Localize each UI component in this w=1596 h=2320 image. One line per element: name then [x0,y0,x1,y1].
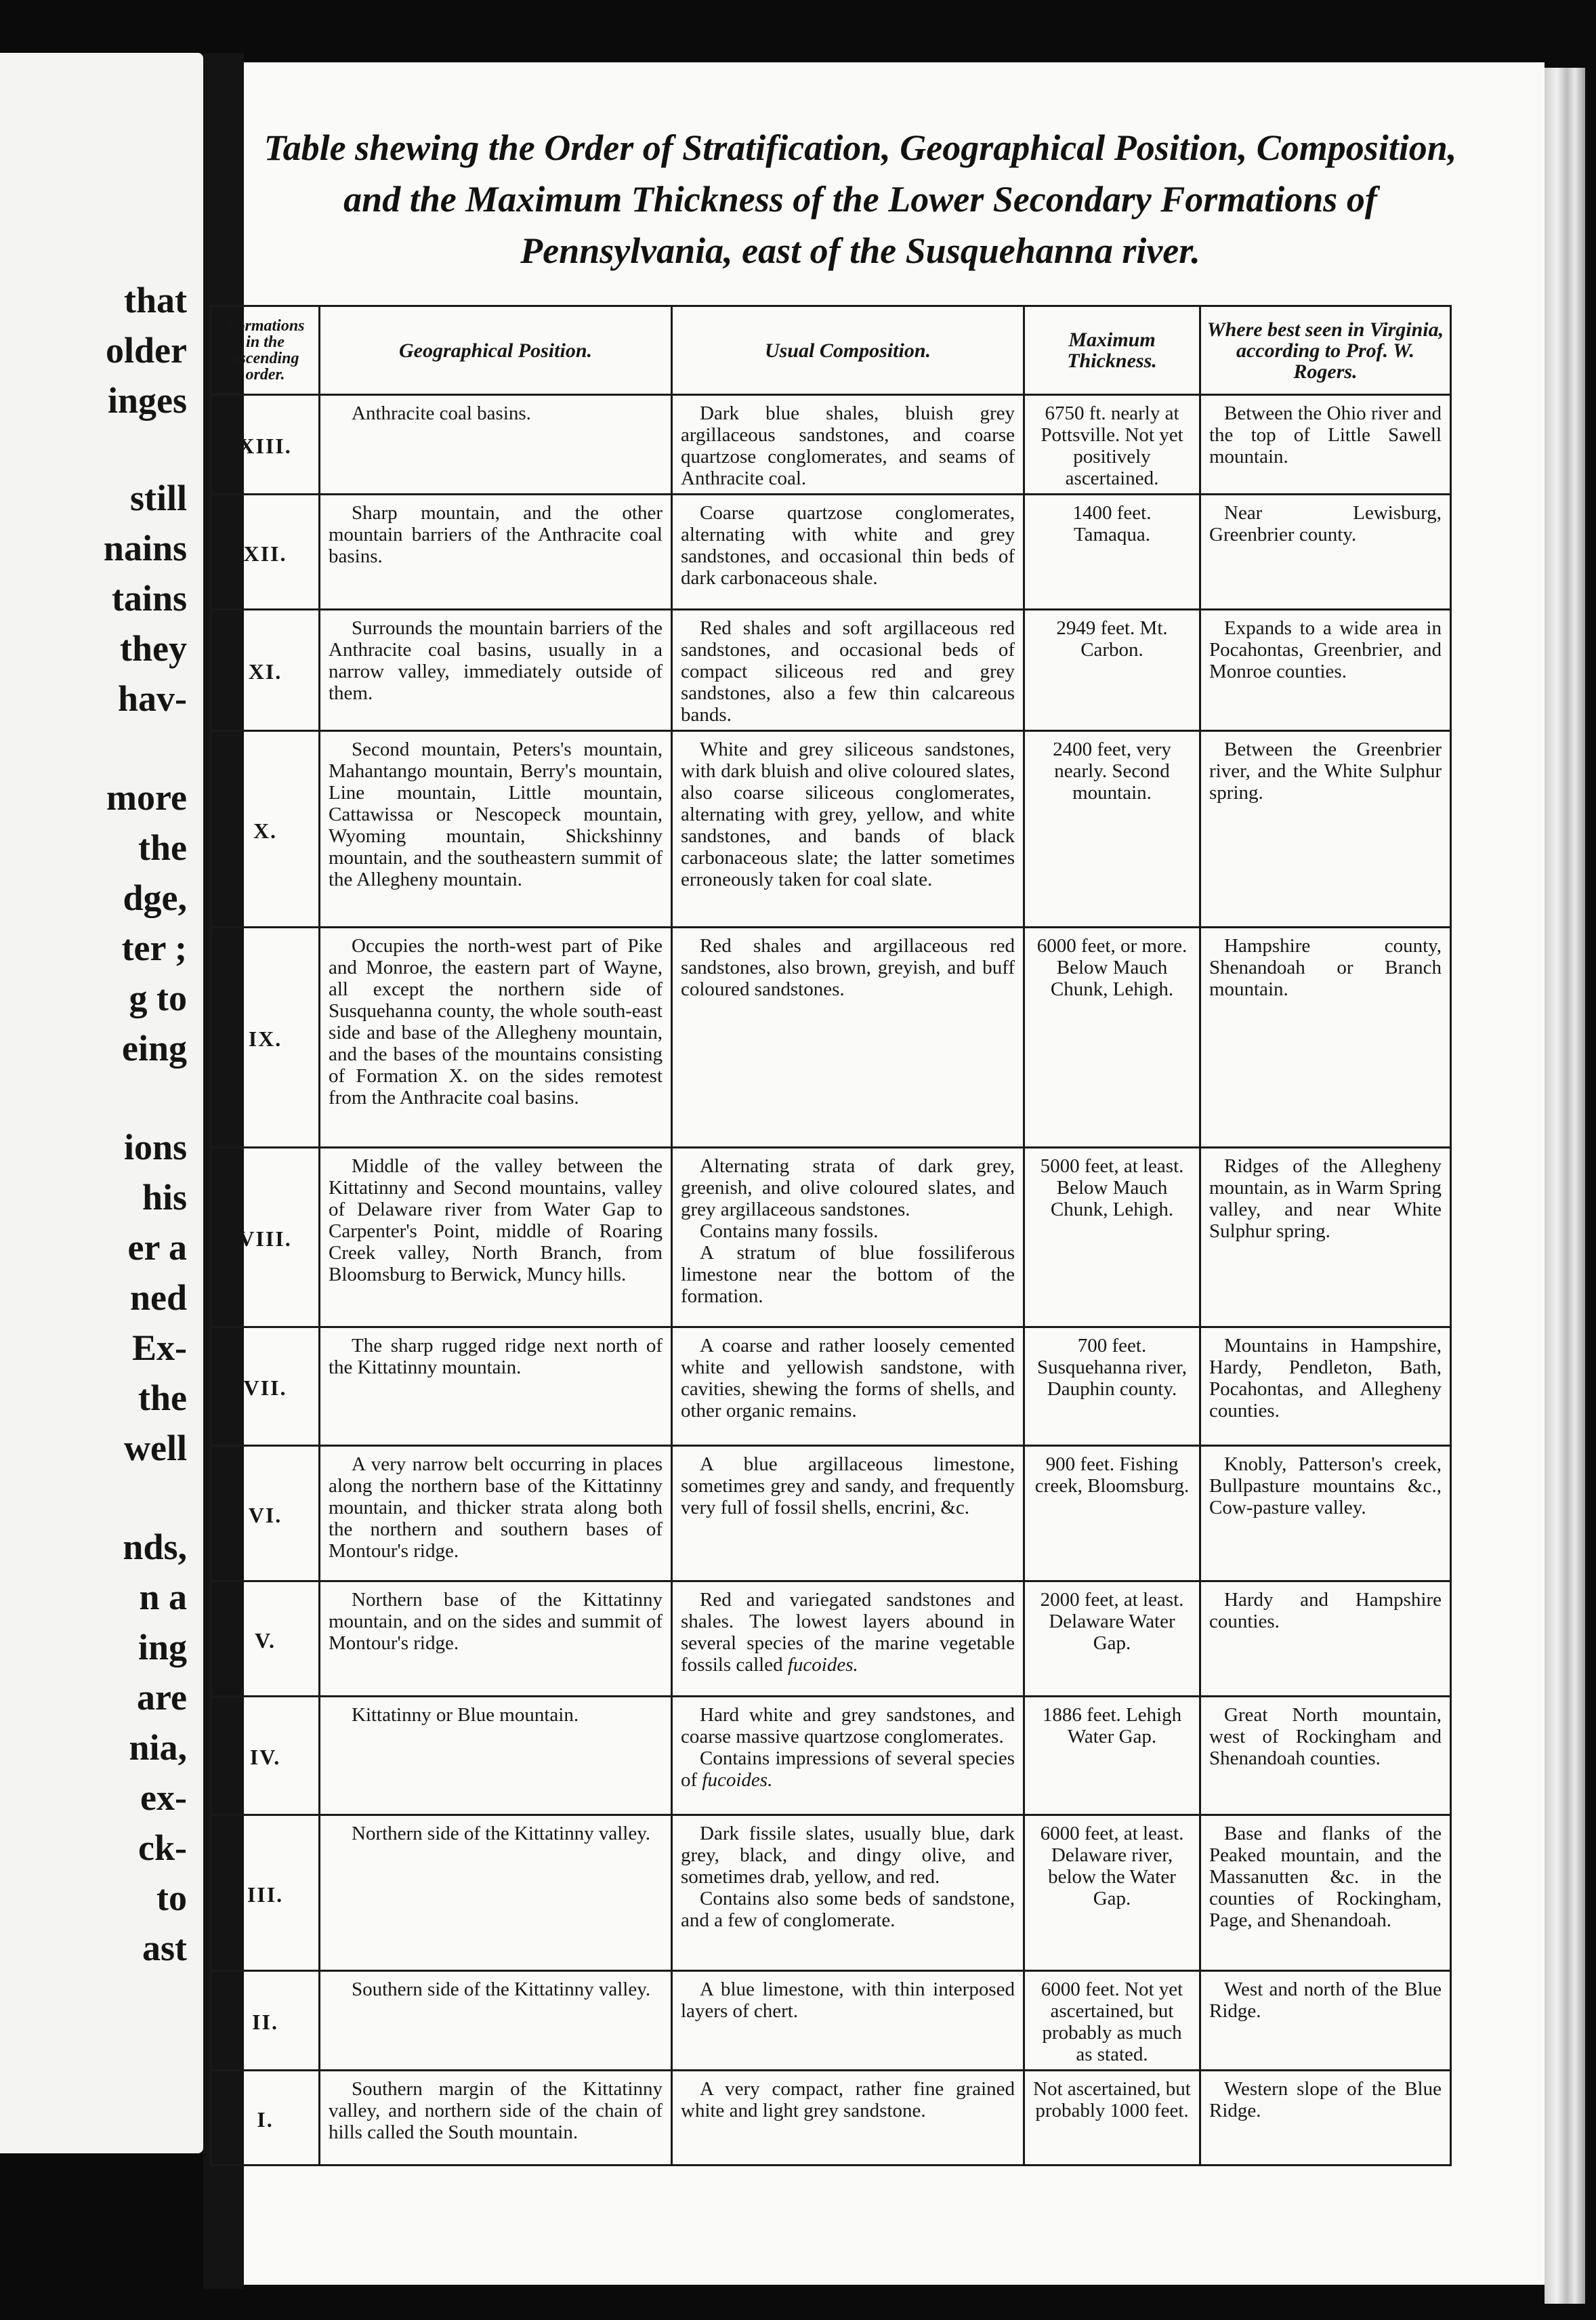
seen-cell: Between the Greenbrier river, and the White Sulphur spring. [1200,731,1451,928]
formation-number: XII. [211,495,320,610]
composition-cell [672,1148,1024,1327]
table-header-row [211,306,1451,395]
position-cell: Kittatinny or Blue mountain. [320,1697,672,1815]
position-cell: Second mountain, Peters's mountain, Mahantango mountain, Berry's mountain, Line mountain, Little mountain, Cattawissa or Nescopeck mountain, Wyoming mountain, Shickshinny mountain, and the southeastern summit of the Allegheny mountain. [320,731,672,928]
formation-number: XI. [211,610,320,731]
composition-cell: Red shales and soft argillaceous red sandstones, and occasional beds of compact siliceous red and grey sandstones, also a few thin calcareous bands. [672,610,1024,731]
left-text-fragment: the [138,1378,187,1418]
left-text-fragment: ing [138,1627,187,1668]
seen-cell: Western slope of the Blue Ridge. [1200,2071,1451,2166]
position-cell: Surrounds the mountain barriers of the Anthracite coal basins, usually in a narrow valley, immediately outside of them. [320,610,672,731]
thickness-cell: 700 feet. Susquehanna river, Dauphin county. [1024,1327,1200,1446]
left-text-fragment: er a [127,1227,187,1268]
formation-number: XIII. [211,395,320,495]
position-cell: Northern base of the Kittatinny mountain, and on the sides and summit of Montour's ridge. [320,1581,672,1697]
header-position: Geographical Position. [320,306,672,395]
left-text-fragment: his [142,1177,187,1218]
header-composition: Usual Composition. [672,306,1024,395]
page-title [251,122,1470,276]
table-row [211,1815,1451,1971]
left-text-fragment: ions [123,1127,187,1167]
composition-italic: fucoides. [702,1769,773,1791]
left-text-fragment: g to [129,978,187,1018]
composition-text: Dark fissile slates, usually blue, dark grey, black, and dingy olive, and sometimes drab, yellow, and red. [681,1823,1015,1888]
thickness-cell: 6000 feet. Not yet ascertained, but probably as much as stated. [1024,1971,1200,2071]
left-text-fragment: hav- [117,678,187,719]
thickness-cell: 6000 feet, or more. Below Mauch Chunk, Lehigh. [1024,928,1200,1148]
composition-text: A stratum of blue fossiliferous limestone near the bottom of the formation. [681,1242,1015,1307]
left-text-fragment: eing [121,1028,187,1069]
thickness-cell: 1400 feet. Tamaqua. [1024,495,1200,610]
composition-cell [672,1815,1024,1971]
left-text-fragment: older [106,330,187,371]
composition-text-wrap [681,1747,1015,1791]
seen-cell: Great North mountain, west of Rockingham and Shenandoah counties. [1200,1697,1451,1815]
composition-cell: A coarse and rather loosely cemented white and yellowish sandstone, with cavities, shewing the forms of shells, and other organic remains. [672,1327,1024,1446]
composition-cell: White and grey siliceous sandstones, with dark bluish and olive coloured slates, also coarse siliceous conglomerates, alternating with grey, yellow, and white sandstones, and bands of black carbonaceous slate; the latter sometimes erroneously taken for coal slate. [672,731,1024,928]
composition-italic: fucoides. [787,1654,858,1676]
table-row [211,1327,1451,1446]
position-cell: Southern side of the Kittatinny valley. [320,1971,672,2071]
table-row [211,928,1451,1148]
left-text-fragment: nds, [123,1527,187,1567]
seen-cell: Hampshire county, Shenandoah or Branch mountain. [1200,928,1451,1148]
left-text-fragment: the [138,827,187,868]
left-text-fragment: Ex- [132,1327,187,1368]
thickness-cell: 900 feet. Fishing creek, Bloomsburg. [1024,1446,1200,1581]
thickness-cell: 6000 feet, at least. Delaware river, below the Water Gap. [1024,1815,1200,1971]
left-text-fragment: ned [129,1277,187,1318]
position-cell: The sharp rugged ridge next north of the Kittatinny mountain. [320,1327,672,1446]
composition-cell [672,1581,1024,1697]
stratification-table-wrap [210,305,1450,2155]
formation-number: VIII. [211,1148,320,1327]
table-row [211,731,1451,928]
formation-number: X. [211,731,320,928]
title-line: Table shewing the Order of Stratification, Geographical Position, Composition, [264,127,1457,168]
header-seen: Where best seen in Virginia, according to Prof. W. Rogers. [1200,306,1451,395]
table-row [211,1971,1451,2071]
left-text-fragment: tains [111,578,187,619]
header-order: Formations in the ascending order. [211,306,320,395]
left-text-fragment: ter ; [121,928,187,968]
table-row [211,495,1451,610]
left-text-fragment: to [156,1878,187,1918]
formation-number: III. [211,1815,320,1971]
seen-cell: West and north of the Blue Ridge. [1200,1971,1451,2071]
composition-cell: Coarse quartzose conglomerates, alternating with white and grey sandstones, and occasional thin beds of dark carbonaceous shale. [672,495,1024,610]
page-edge [1545,68,1585,2304]
seen-cell: Near Lewisburg, Greenbrier county. [1200,495,1451,610]
formation-number: IX. [211,928,320,1148]
position-cell: A very narrow belt occurring in places along the northern base of the Kittatinny mountain, and thicker strata along both the northern and southern bases of Montour's ridge. [320,1446,672,1581]
seen-cell: Hardy and Hampshire counties. [1200,1581,1451,1697]
table-row [211,1581,1451,1697]
table-row [211,1148,1451,1327]
table-row [211,610,1451,731]
seen-cell: Mountains in Hampshire, Hardy, Pendleton, Bath, Pocahontas, and Allegheny counties. [1200,1327,1451,1446]
composition-text: Red and variegated sandstones and shales. The lowest layers abound in several species of the marine vegetable fossils called [681,1589,1015,1676]
composition-text: Hard white and grey sandstones, and coarse massive quartzose conglomerates. [681,1704,1015,1747]
composition-cell [672,1697,1024,1815]
position-cell: Middle of the valley between the Kittatinny and Second mountains, valley of Delaware river from Water Gap to Carpenter's Point, middle of Roaring Creek valley, North Branch, from Bloomsburg to Berwick, Muncy hills. [320,1148,672,1327]
header-thickness: Maximum Thickness. [1024,306,1200,395]
thickness-cell: 2400 feet, very nearly. Second mountain. [1024,731,1200,928]
left-text-fragment: nia, [129,1727,187,1768]
left-text-fragment: that [124,280,187,320]
seen-cell: Between the Ohio river and the top of Little Sawell mountain. [1200,395,1451,495]
position-cell: Occupies the north-west part of Pike and Monroe, the eastern part of Wayne, all except the northern side of Susquehanna county, the whole south-east side and base of the Allegheny mountain, and the bases of the mountains consisting of Formation X. on the sides remotest from the Anthracite coal basins. [320,928,672,1148]
seen-cell: Base and flanks of the Peaked mountain, and the Massanutten &c. in the counties of Rockingham, Page, and Shenandoah. [1200,1815,1451,1971]
left-page [0,53,203,2153]
composition-cell: A very compact, rather fine grained white and light grey sandstone. [672,2071,1024,2166]
left-text-fragment: they [120,628,187,669]
composition-cell: A blue argillaceous limestone, sometimes grey and sandy, and frequently very full of fossil shells, encrini, &c. [672,1446,1024,1581]
composition-text: Contains many fossils. [700,1220,879,1242]
composition-text: Contains also some beds of sandstone, and a few of conglomerate. [681,1888,1015,1931]
left-text-fragment: nains [103,528,187,568]
formation-number: VI. [211,1446,320,1581]
position-cell: Anthracite coal basins. [320,395,672,495]
seen-cell: Ridges of the Allegheny mountain, as in Warm Spring valley, and near White Sulphur spring. [1200,1148,1451,1327]
thickness-cell: 5000 feet, at least. Below Mauch Chunk, Lehigh. [1024,1148,1200,1327]
table-row [211,395,1451,495]
left-text-fragment: inges [107,380,187,421]
thickness-cell: 2000 feet, at least. Delaware Water Gap. [1024,1581,1200,1697]
position-cell: Sharp mountain, and the other mountain barriers of the Anthracite coal basins. [320,495,672,610]
left-text-fragment: are [137,1677,187,1718]
composition-text: Contains impressions of several species of [681,1747,1015,1791]
table-row [211,2071,1451,2166]
position-cell: Northern side of the Kittatinny valley. [320,1815,672,1971]
left-text-fragment: ck- [138,1827,187,1868]
seen-cell: Expands to a wide area in Pocahontas, Greenbrier, and Monroe counties. [1200,610,1451,731]
formation-number: VII. [211,1327,320,1446]
table-row [211,1446,1451,1581]
left-text-fragment: ex- [140,1777,187,1818]
formation-number: IV. [211,1697,320,1815]
left-text-fragment: still [129,478,187,518]
left-text-fragment: more [106,777,187,818]
left-text-fragment: dge, [123,877,187,918]
thickness-cell: Not ascertained, but probably 1000 feet. [1024,2071,1200,2166]
title-line: and the Maximum Thickness of the Lower Secondary Formations of [343,179,1377,220]
seen-cell: Knobly, Patterson's creek, Bullpasture mountains &c., Cow-pasture valley. [1200,1446,1451,1581]
left-text-fragment: n a [139,1577,187,1617]
thickness-cell: 1886 feet. Lehigh Water Gap. [1024,1697,1200,1815]
table-row [211,1697,1451,1815]
formation-number: I. [211,2071,320,2166]
title-line: Pennsylvania, east of the Susquehanna river. [520,230,1200,271]
composition-cell: A blue limestone, with thin interposed layers of chert. [672,1971,1024,2071]
formation-number: V. [211,1581,320,1697]
left-text-fragment: ast [142,1928,187,1968]
stratification-table [210,305,1452,2166]
composition-cell: Red shales and argillaceous red sandstones, also brown, greyish, and buff coloured sandstones. [672,928,1024,1148]
formation-number: II. [211,1971,320,2071]
thickness-cell: 6750 ft. nearly at Pottsville. Not yet positively ascertained. [1024,395,1200,495]
composition-text: Alternating strata of dark grey, greenish, and olive coloured slates, and grey argillaceous sandstones. [681,1155,1015,1220]
position-cell: Southern margin of the Kittatinny valley, and northern side of the chain of hills called the South mountain. [320,2071,672,2166]
thickness-cell: 2949 feet. Mt. Carbon. [1024,610,1200,731]
composition-cell: Dark blue shales, bluish grey argillaceous sandstones, and coarse quartzose conglomerates, and seams of Anthracite coal. [672,395,1024,495]
left-text-fragment: well [124,1428,187,1468]
